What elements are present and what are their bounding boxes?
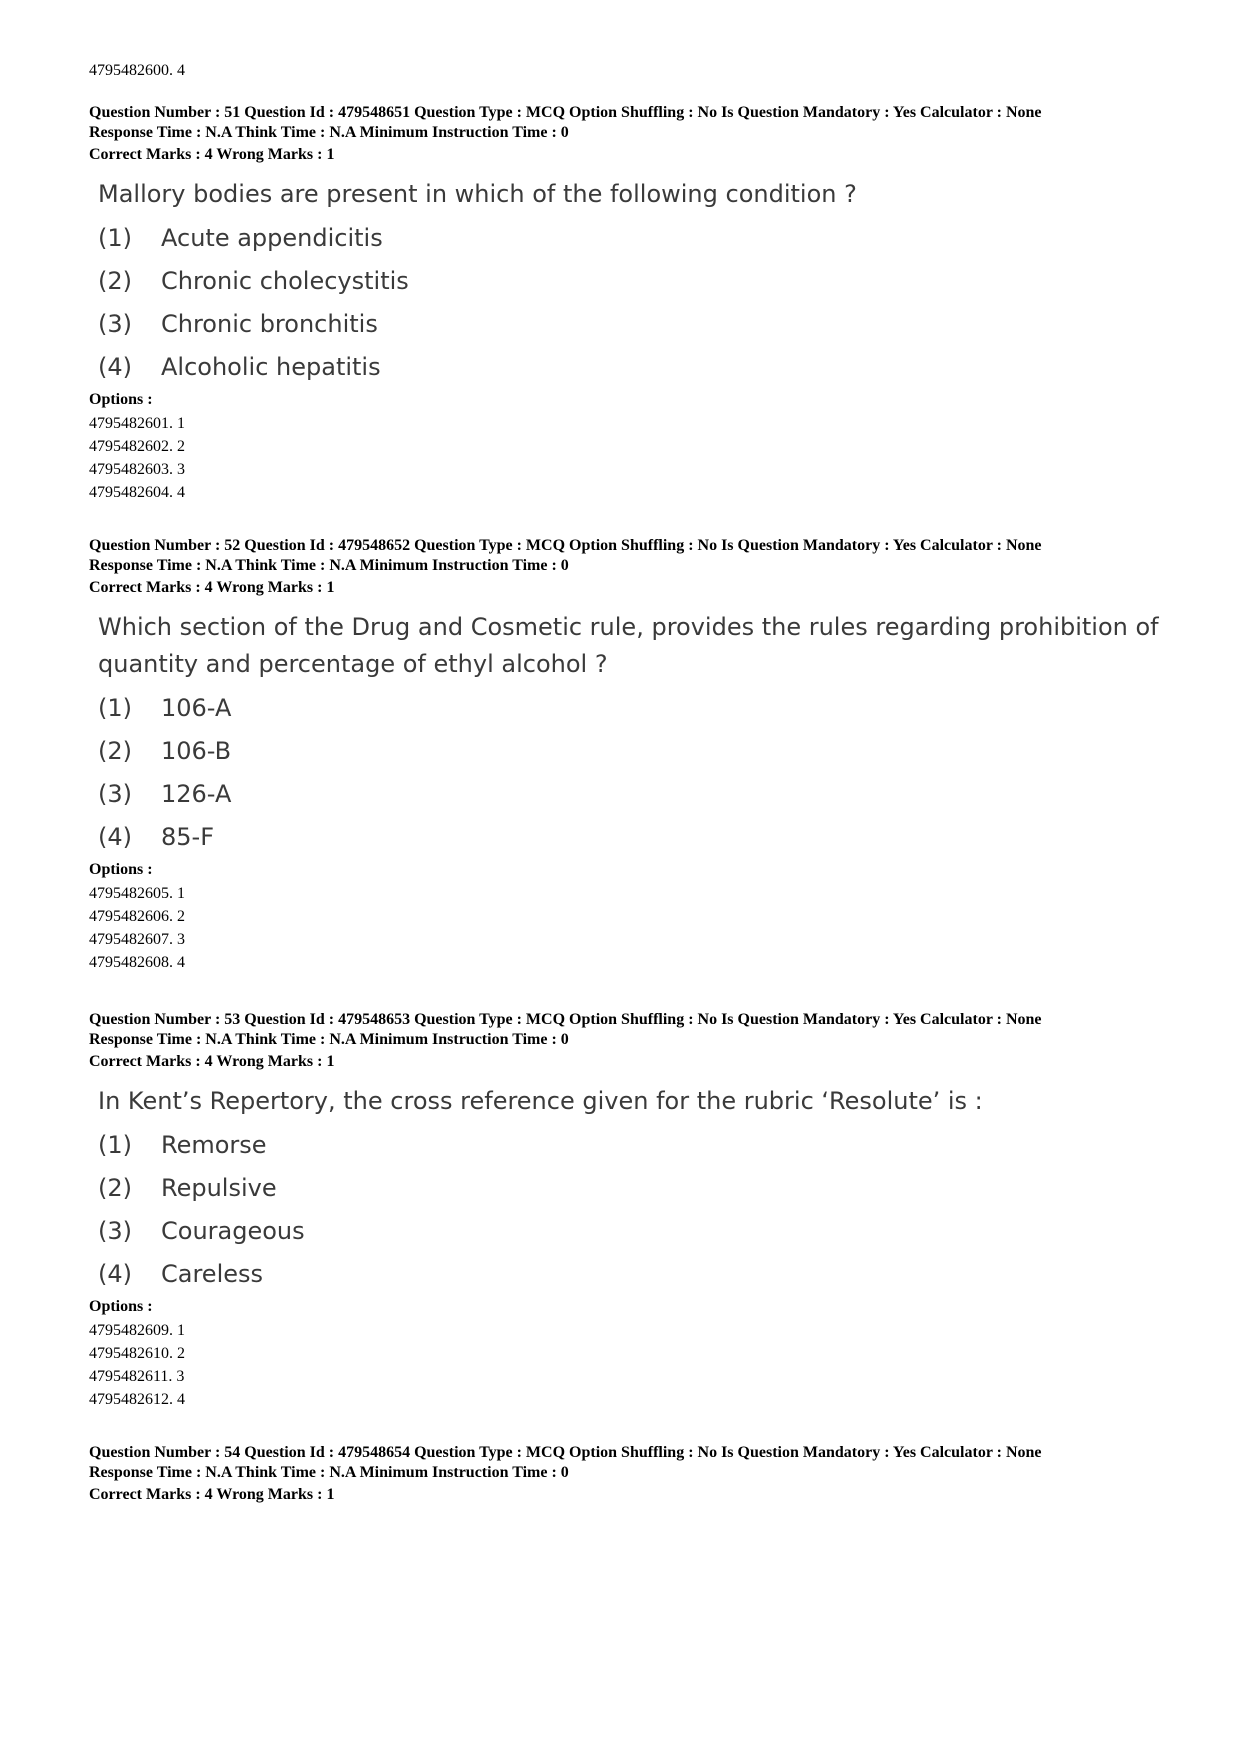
answer-choice (98, 816, 1189, 859)
question-meta-line: Question Number : 54 Question Id : 479548654 Question Type : MCQ Option Shuffling : No Is Question Mandatory : Yes Calculator : None (89, 1444, 1042, 1461)
choice-text: 106-A (161, 693, 232, 722)
choice-number: (3) (98, 309, 132, 338)
answer-choice (98, 260, 1189, 303)
question-marks-line: Correct Marks : 4 Wrong Marks : 1 (89, 1486, 335, 1503)
choice-text: Courageous (161, 1216, 305, 1245)
question-meta-line: Question Number : 52 Question Id : 479548652 Question Type : MCQ Option Shuffling : No Is Question Mandatory : Yes Calculator : None (89, 537, 1042, 554)
answer-choice (98, 303, 1189, 346)
choice-number: (3) (98, 779, 132, 808)
choice-text: 85-F (161, 822, 215, 851)
option-id: 4795482603. 3 (89, 460, 185, 478)
answer-choice (98, 1253, 1189, 1296)
question-block-53 (89, 1010, 1189, 1411)
options-label: Options : (89, 1297, 153, 1315)
choice-number: (4) (98, 1259, 132, 1288)
choice-text: Chronic bronchitis (161, 309, 378, 338)
question-text: Mallory bodies are present in which of the following condition ? (98, 179, 857, 208)
answer-choice (98, 217, 1189, 260)
question-timing-line: Response Time : N.A Think Time : N.A Minimum Instruction Time : 0 (89, 1463, 569, 1481)
option-id: 4795482607. 3 (89, 930, 185, 948)
answer-choice (98, 730, 1189, 773)
option-id: 4795482609. 1 (89, 1321, 185, 1339)
question-text: In Kent’s Repertory, the cross reference given for the rubric ‘Resolute’ is : (98, 1086, 983, 1115)
question-meta-line: Question Number : 53 Question Id : 479548653 Question Type : MCQ Option Shuffling : No Is Question Mandatory : Yes Calculator : None (89, 1011, 1042, 1028)
choice-number: (1) (98, 1130, 132, 1159)
option-id: 4795482601. 1 (89, 414, 185, 432)
option-id: 4795482605. 1 (89, 884, 185, 902)
question-marks-line: Correct Marks : 4 Wrong Marks : 1 (89, 146, 335, 163)
option-id: 4795482602. 2 (89, 437, 185, 455)
choice-number: (2) (98, 1173, 132, 1202)
option-id-list (89, 1319, 1189, 1412)
option-id: 4795482612. 4 (89, 1391, 185, 1409)
options-label: Options : (89, 390, 153, 408)
answer-choices (98, 217, 1189, 389)
choice-text: Repulsive (161, 1173, 277, 1202)
option-id: 4795482604. 4 (89, 484, 185, 502)
question-timing-line: Response Time : N.A Think Time : N.A Minimum Instruction Time : 0 (89, 556, 569, 574)
choice-text: 106-B (161, 736, 232, 765)
question-timing-line: Response Time : N.A Think Time : N.A Minimum Instruction Time : 0 (89, 1030, 569, 1048)
answer-choice (98, 1210, 1189, 1253)
answer-choice (98, 1167, 1189, 1210)
option-id: 4795482611. 3 (89, 1367, 185, 1385)
choice-text: Chronic cholecystitis (161, 266, 409, 295)
choice-text: 126-A (161, 779, 232, 808)
question-meta-line: Question Number : 51 Question Id : 479548651 Question Type : MCQ Option Shuffling : No Is Question Mandatory : Yes Calculator : None (89, 104, 1042, 121)
choice-text: Alcoholic hepatitis (161, 352, 381, 381)
choice-number: (2) (98, 266, 132, 295)
option-id: 4795482610. 2 (89, 1344, 185, 1362)
question-block-51 (89, 103, 1189, 504)
choice-number: (4) (98, 822, 132, 851)
question-marks-line: Correct Marks : 4 Wrong Marks : 1 (89, 579, 335, 596)
choice-number: (4) (98, 352, 132, 381)
answer-choice (98, 346, 1189, 389)
answer-choices (98, 687, 1189, 859)
choice-text: Remorse (161, 1130, 267, 1159)
choice-text: Careless (161, 1259, 264, 1288)
choice-number: (2) (98, 736, 132, 765)
choice-number: (1) (98, 223, 132, 252)
question-timing-line: Response Time : N.A Think Time : N.A Minimum Instruction Time : 0 (89, 123, 569, 141)
choice-number: (3) (98, 1216, 132, 1245)
question-marks-line: Correct Marks : 4 Wrong Marks : 1 (89, 1053, 335, 1070)
previous-option-id: 4795482600. 4 (89, 62, 185, 79)
answer-choice (98, 687, 1189, 730)
option-id: 4795482608. 4 (89, 954, 185, 972)
options-label: Options : (89, 860, 153, 878)
option-id: 4795482606. 2 (89, 907, 185, 925)
choice-number: (1) (98, 693, 132, 722)
question-text: Which section of the Drug and Cosmetic rule, provides the rules regarding prohibition of quantity and percentage of ethyl alcohol ? (98, 612, 1159, 678)
choice-text: Acute appendicitis (161, 223, 383, 252)
answer-choices (98, 1124, 1189, 1296)
question-block-54 (89, 1443, 1189, 1505)
answer-choice (98, 773, 1189, 816)
answer-choice (98, 1124, 1189, 1167)
option-id-list (89, 412, 1189, 505)
question-block-52 (89, 536, 1189, 974)
option-id-list (89, 882, 1189, 975)
